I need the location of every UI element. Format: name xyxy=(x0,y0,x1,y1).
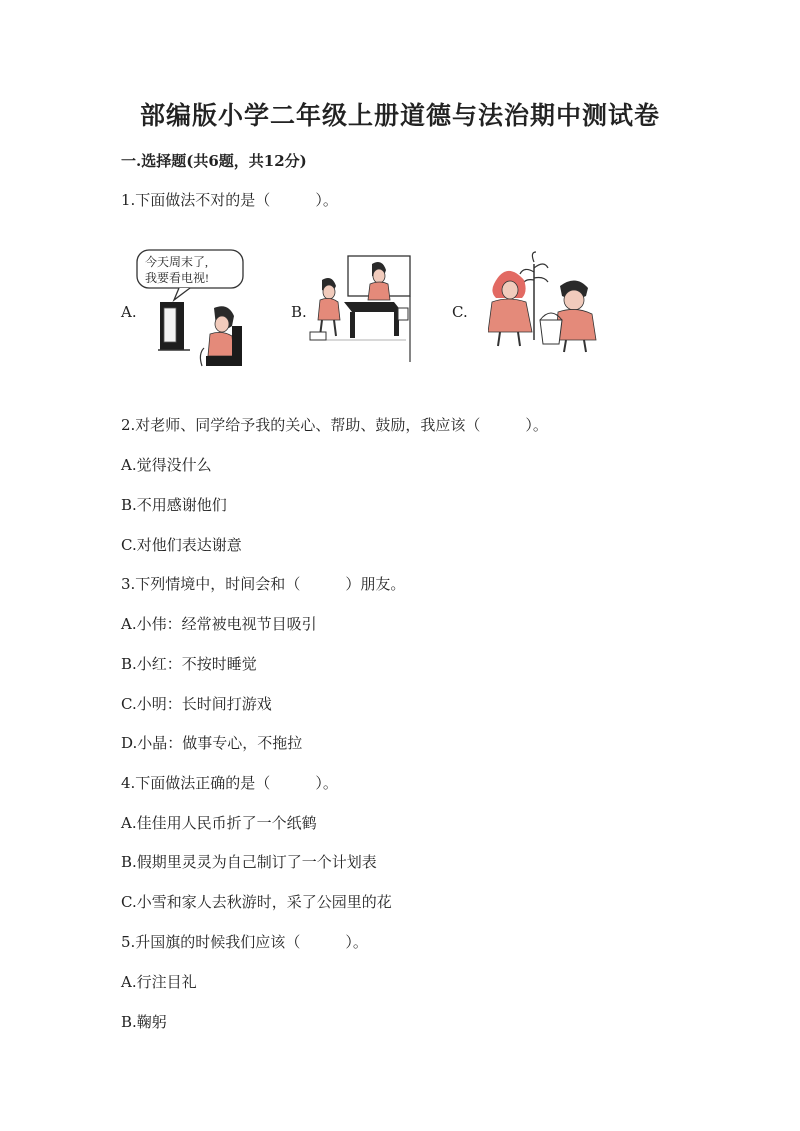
question-5-stem: 5.升国旗的时候我们应该（ ）。 xyxy=(121,933,368,951)
q1-option-b-label: B. xyxy=(291,303,307,321)
section-title: 一.选择题(共6题，共12分) xyxy=(121,152,307,170)
question-3-stem: 3.下列情境中，时间会和（ ）朋友。 xyxy=(121,575,406,593)
q3-option-b: B.小红：不按时睡觉 xyxy=(121,655,257,673)
q3-option-d: D.小晶：做事专心，不拖拉 xyxy=(121,734,303,752)
q3-option-c: C.小明：长时间打游戏 xyxy=(121,695,272,713)
q1-option-c-illustration xyxy=(488,250,612,354)
q1-option-a-illustration xyxy=(134,244,252,370)
q2-option-b: B.不用感谢他们 xyxy=(121,496,227,514)
q2-option-c: C.对他们表达谢意 xyxy=(121,536,242,554)
q5-option-a: A.行注目礼 xyxy=(121,973,197,991)
question-1-stem: 1.下面做法不对的是（ ）。 xyxy=(121,191,338,209)
q2-option-a: A.觉得没什么 xyxy=(121,456,212,474)
page-title: 部编版小学二年级上册道德与法治期中测试卷 xyxy=(139,101,660,130)
bubble-line-1: 今天周末了, xyxy=(145,255,209,269)
q1-option-b-illustration xyxy=(308,250,416,366)
q1-option-c-label: C. xyxy=(452,303,468,321)
q5-option-b: B.鞠躬 xyxy=(121,1013,167,1031)
bubble-line-2: 我要看电视! xyxy=(145,271,209,285)
q4-option-c: C.小雪和家人去秋游时，采了公园里的花 xyxy=(121,893,392,911)
question-2-stem: 2.对老师、同学给予我的关心、帮助、鼓励，我应该（ ）。 xyxy=(121,416,548,434)
q1-option-a-label: A. xyxy=(121,303,137,321)
q3-option-a: A.小伟：经常被电视节目吸引 xyxy=(121,615,317,633)
question-4-stem: 4.下面做法正确的是（ ）。 xyxy=(121,774,338,792)
q4-option-b: B.假期里灵灵为自己制订了一个计划表 xyxy=(121,853,377,871)
q4-option-a: A.佳佳用人民币折了一个纸鹤 xyxy=(121,814,317,832)
